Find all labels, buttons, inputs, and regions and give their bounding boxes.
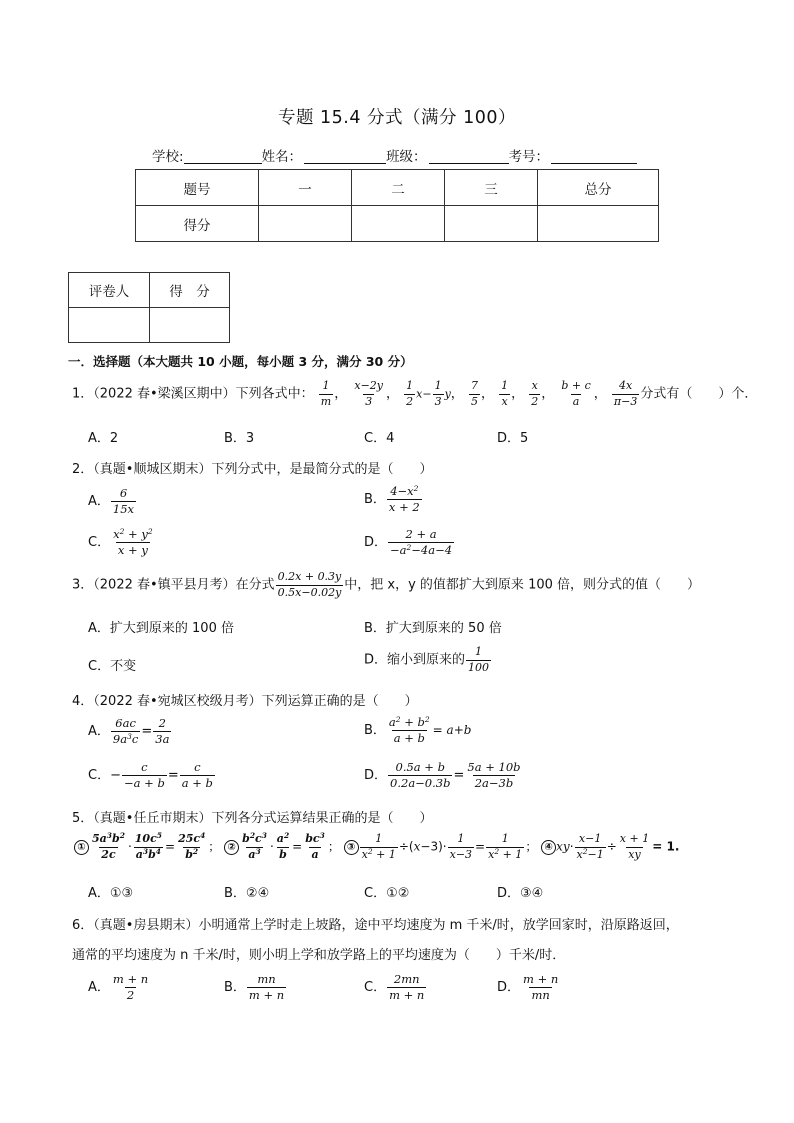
q2-option-b[interactable]: B． $\frac{4-x^2}{x + 2}$ [364, 484, 420, 515]
q1-option-d[interactable]: D．5 [497, 431, 529, 446]
name-field[interactable] [304, 149, 386, 164]
q4-option-a[interactable]: A． $\frac{6ac}{9a^3c}$ = $\frac{2}{3a}$ [88, 716, 170, 747]
class-label: 班级： [386, 149, 427, 165]
question-1: 1．（2022 春•梁溪区期中）下列各式中： $\frac{1}{m}$ ， $\frac{x-2y}{3}$ ， $\frac{1}{2}$ x− $\frac{1}{3}$ y， $\frac{7}{5}$ ， $\frac{1}{x}$ ， $\frac{x}{2}$ ， $\frac{b + c}{a}$ ， $\frac{4x}{\pi-3}$ 分式有（ ）个． [72, 379, 758, 408]
score-header: 三 [445, 170, 538, 206]
circle-4-icon: ④ [541, 840, 556, 855]
question-6-line-2: 通常的平均速度为 n 千米/时，则小明上学和放学路上的平均速度为（ ）千米/时． [72, 948, 566, 963]
score-cell[interactable] [352, 206, 445, 242]
q2-option-a[interactable]: A． $\frac{6}{15x}$ [88, 486, 135, 517]
exam-no-field[interactable] [551, 149, 637, 164]
q1-option-c[interactable]: C．4 [364, 431, 395, 446]
name-label: 姓名： [261, 149, 303, 165]
info-line [152, 145, 637, 165]
q6-option-b[interactable]: B． $\frac{mn}{m + n}$ [224, 972, 285, 1003]
q5-option-b[interactable]: B．②④ [224, 886, 270, 901]
score-header: 一 [259, 170, 352, 206]
page-title: 专题 15.4 分式（满分 100） [277, 108, 517, 128]
q5-option-a[interactable]: A．①③ [88, 886, 134, 901]
grader-cell[interactable] [69, 308, 150, 343]
exam-no-label: 考号： [508, 149, 550, 165]
school-field[interactable] [184, 149, 262, 164]
q3-option-b[interactable]: B．扩大到原来的 50 倍 [364, 621, 502, 636]
score-cell[interactable] [538, 206, 659, 242]
q5-option-d[interactable]: D．③④ [497, 886, 544, 901]
school-label: 学校: [152, 149, 184, 165]
grader-header: 评卷人 [69, 273, 150, 308]
circle-2-icon: ② [224, 840, 239, 855]
q6-option-c[interactable]: C． $\frac{2mn}{m + n}$ [364, 972, 425, 1003]
circle-3-icon: ③ [344, 840, 359, 855]
question-4: 4．（2022 春•宛城区校级月考）下列运算正确的是（ ） [72, 694, 418, 709]
q2-option-c[interactable]: C． $\frac{x^2 + y^2}{x + y}$ [88, 527, 153, 558]
score-cell[interactable] [445, 206, 538, 242]
q3-option-c[interactable]: C．不变 [88, 659, 137, 674]
q1-option-b[interactable]: B．3 [224, 431, 255, 446]
question-2: 2．（真题•顺城区期末）下列分式中，是最简分式的是（ ） [72, 462, 433, 477]
q4-option-d[interactable]: D． $\frac{0.5a + b}{0.2a-0.3b}$ = $\frac{5a + 10b}{2a-3b}$ [364, 760, 521, 791]
q3-option-a[interactable]: A．扩大到原来的 100 倍 [88, 621, 234, 636]
question-3: 3．（2022 春•镇平县月考）在分式 $\frac{0.2x + 0.3y}{0.5x-0.02y}$ 中，把 x，y 的值都扩大到原来 100 倍，则分式的值（ ） [72, 570, 701, 599]
score-header: 二 [352, 170, 445, 206]
section-title: 一．选择题（本大题共 10 小题，每小题 3 分，满分 30 分） [68, 354, 413, 369]
circle-1-icon: ① [74, 840, 89, 855]
q2-option-d[interactable]: D． $\frac{2 + a}{-a^2-4a-4}$ [364, 527, 453, 558]
question-6-line-1: 6．（真题•房县期末）小明通常上学时走上坡路，途中平均速度为 m 千米/时，放学回家时，沿原路返回， [72, 918, 679, 933]
grader-cell[interactable] [150, 308, 230, 343]
score-cell[interactable] [259, 206, 352, 242]
q3-option-d[interactable]: D．缩小到原来的 $\frac{1}{100}$ [364, 645, 490, 674]
class-field[interactable] [429, 149, 509, 164]
score-header: 题号 [136, 170, 259, 206]
q5-expressions: ① $\frac{5a^3b^2}{2c}$ · $\frac{10c^5}{a^3b^4}$ = $\frac{25c^4}{b^2}$ ； ② $\frac{b^2c^3}{a^3}$ · $\frac{a^2}{b}$ = $\frac{bc^3}{a}$ ； ③ $\frac{1}{x^2 + 1}$ ÷(x−3)· $\frac{1}{x-3}$ = $\frac{1}{x^2 + 1}$ ； ④ xy· $\frac{x-1}{x^2-1}$ ÷ $\frac{x + 1}{xy}$ = 1. [74, 833, 679, 861]
question-5: 5．（真题•任丘市期末）下列各分式运算结果正确的是（ ） [72, 811, 433, 826]
score-header: 总分 [538, 170, 659, 206]
q5-option-c[interactable]: C．①② [364, 886, 410, 901]
grader-header: 得 分 [150, 273, 230, 308]
q4-option-c[interactable]: C．− $\frac{c}{-a + b}$ = $\frac{c}{a + b}$ [88, 760, 213, 791]
q6-option-d[interactable]: D． $\frac{m + n}{mn}$ [497, 972, 559, 1003]
grader-table [68, 272, 230, 343]
q6-option-a[interactable]: A． $\frac{m + n}{2}$ [88, 972, 149, 1003]
q4-option-b[interactable]: B． $\frac{a^2 + b^2}{a + b}$ = a+b [364, 715, 472, 746]
score-row-label: 得分 [136, 206, 259, 242]
q1-option-a[interactable]: A．2 [88, 431, 119, 446]
score-table [135, 169, 659, 242]
